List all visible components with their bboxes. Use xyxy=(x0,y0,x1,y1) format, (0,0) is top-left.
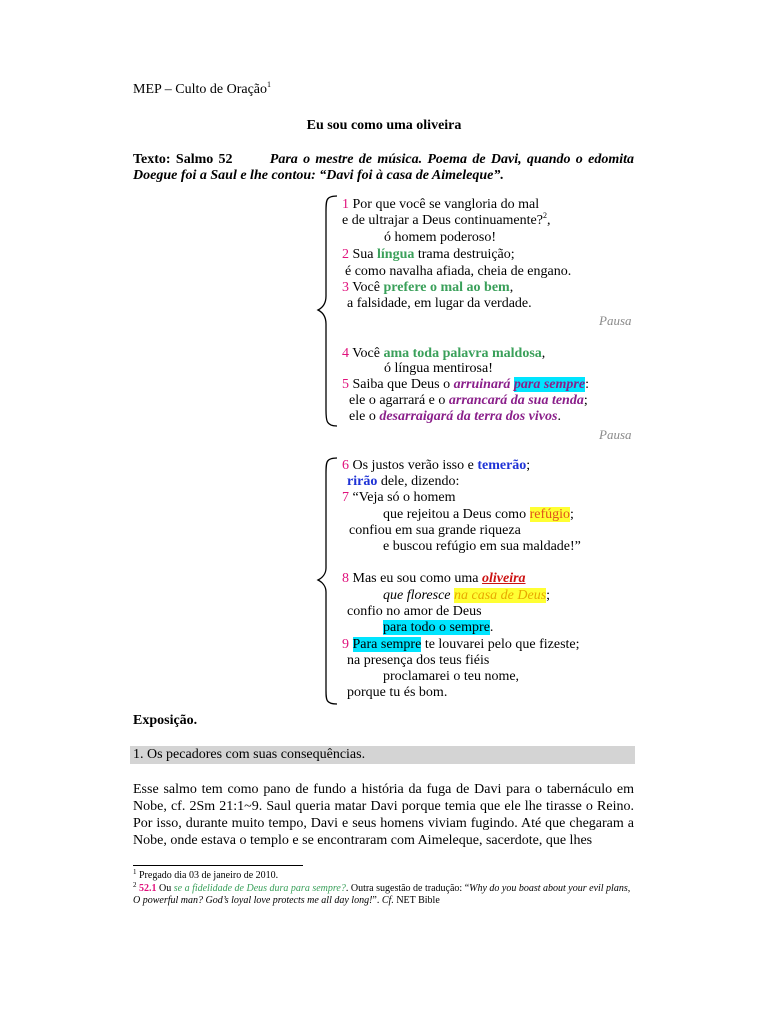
text-label: Texto: Salmo 52 xyxy=(133,152,233,167)
exposicao-heading: Exposição. xyxy=(133,713,198,728)
brace-2 xyxy=(318,458,337,704)
verse-line: 6 Os justos verão isso e temerão; xyxy=(342,458,531,473)
verse-line: 5 Saiba que Deus o arruinará para sempre: xyxy=(342,377,589,392)
verse-line: para todo o sempre. xyxy=(383,620,494,635)
verse-line: é como navalha afiada, cheia de engano. xyxy=(345,264,572,279)
verse-line: que rejeitou a Deus como refúgio; xyxy=(383,507,574,522)
pausa-label: Pausa xyxy=(599,313,632,328)
verse-line: na presença dos teus fiéis xyxy=(347,653,490,668)
pausa-label: Pausa xyxy=(599,427,632,442)
sermon-title: Eu sou como uma oliveira xyxy=(306,118,462,133)
body-paragraph: Esse salmo tem como pano de fundo a história da fuga de Davi para o tabernáculo em Nobe, cf. 2Sm 21:1~9. Saul queria matar Davi porque temia que ele lhe tirasse o Reino. Por isso, durante muito tempo, Davi e seus homens viviam fugindo. Até que chegaram a Nobe, onde estava o templo e se encontraram com Aimeleque, sacerdote, que lhes xyxy=(133,782,634,848)
verse-line: 1 Por que você se vangloria do mal xyxy=(342,197,540,212)
footnote-separator xyxy=(133,865,303,866)
verse-line: e de ultrajar a Deus continuamente?$^2$, xyxy=(342,211,551,228)
footnote-mark: 1 xyxy=(267,80,272,89)
verse-line: a falsidade, em lugar da verdade. xyxy=(347,296,532,311)
header-text: MEP – Culto de Oração xyxy=(133,82,268,97)
verse-line: 8 Mas eu sou como uma oliveira xyxy=(342,571,526,586)
verse-line: 4 Você ama toda palavra maldosa, xyxy=(342,346,546,361)
verse-line: confio no amor de Deus xyxy=(347,604,482,619)
verse-line: ó língua mentirosa! xyxy=(384,361,493,376)
verse-line: ele o agarrará e o arrancará da sua tenda; xyxy=(349,393,588,408)
verse-line: 7 “Veja só o homem xyxy=(342,490,456,505)
verse-line: 2 Sua língua trama destruição; xyxy=(342,247,515,262)
footnote-1: $^1$ Pregado dia 03 de janeiro de 2010. xyxy=(133,868,279,881)
verse-line: ele o desarraigará da terra dos vivos. xyxy=(349,409,561,424)
verse-line: 9 Para sempre te louvarei pelo que fizeste; xyxy=(342,637,580,652)
footnote-2: $^2$ 52.1 Ou se a fidelidade de Deus dura para sempre?. Outra sugestão de tradução: “Why do you boast about your evil plans, O powerful man? God’s loyal love protects me all day long!”. Cf. NET Bible xyxy=(133,881,631,906)
verse-line: rirão dele, dizendo: xyxy=(347,474,460,489)
verse-line: porque tu és bom. xyxy=(347,685,448,700)
intro-description: Para o mestre de música. Poema de Davi, quando o edomita Doegue foi a Saul e lhe contou: “Davi foi à casa de Aimeleque”. xyxy=(133,152,634,183)
verse-line: que floresce na casa de Deus; xyxy=(383,588,551,603)
verse-line: 3 Você prefere o mal ao bem, xyxy=(342,280,514,295)
verse-line: proclamarei o teu nome, xyxy=(383,669,520,684)
brace-1 xyxy=(318,196,337,426)
verse-line: confiou em sua grande riqueza xyxy=(349,523,521,538)
section-heading: 1. Os pecadores com suas consequências. xyxy=(130,746,635,764)
verse-line: e buscou refúgio em sua maldade!” xyxy=(383,539,581,554)
verse-line: ó homem poderoso! xyxy=(384,230,496,245)
